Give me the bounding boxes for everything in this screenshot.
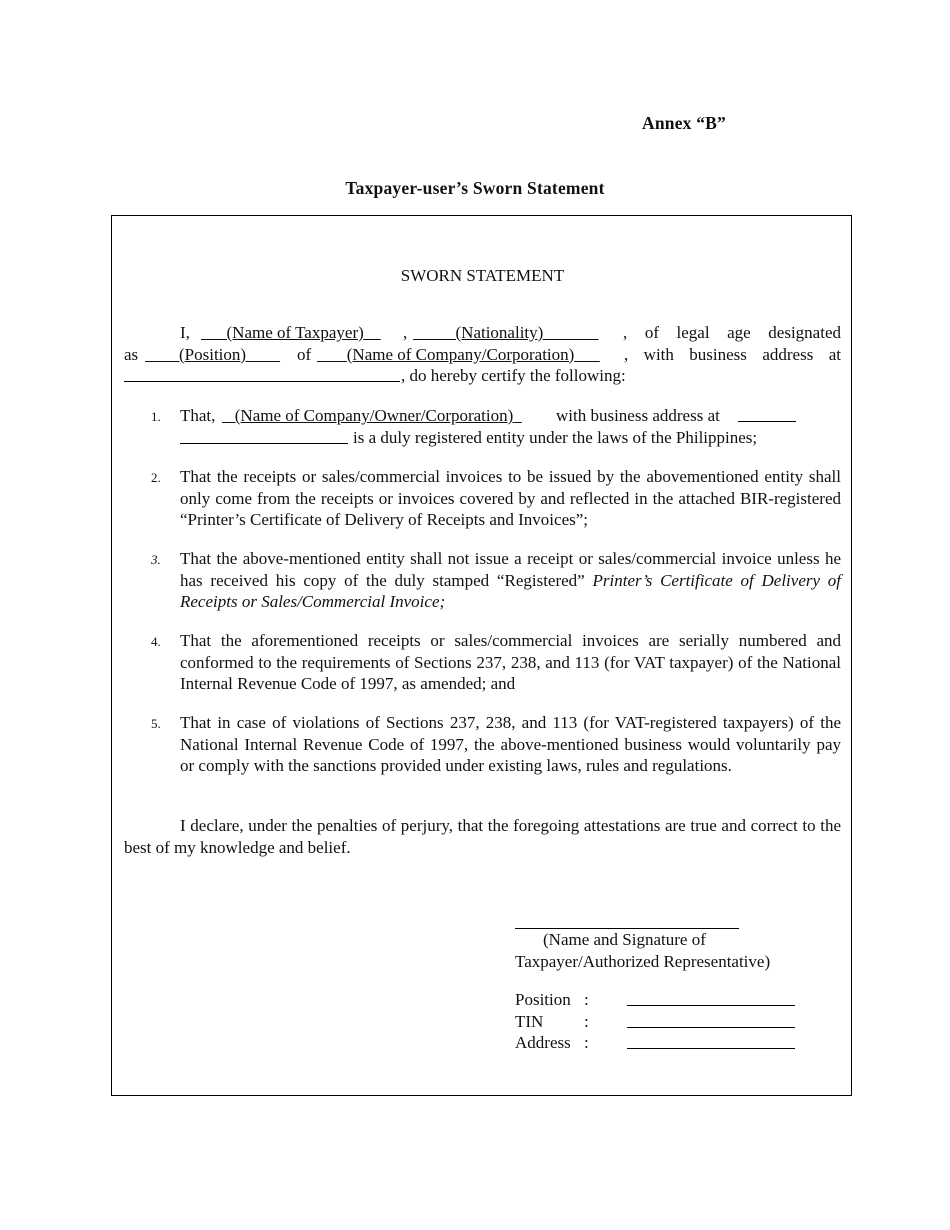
item-text: That in case of violations of Sections 237, 238, and 113 (for VAT-registered taxpayers) of the National Internal Revenue Code of 1997, the above-mentioned business would voluntarily pay or comply with the sanctions provided under existing laws, rules and regulations. bbox=[180, 713, 841, 776]
address-row: Address : bbox=[515, 1032, 805, 1054]
address-input-line[interactable] bbox=[627, 1048, 795, 1049]
list-item-3 bbox=[124, 548, 841, 613]
nationality-field[interactable]: (Nationality) bbox=[455, 323, 544, 342]
item-number: 5. bbox=[151, 716, 161, 731]
document-title: Taxpayer-user’s Sworn Statement bbox=[345, 178, 605, 198]
business-address-text: , with business address at bbox=[624, 344, 841, 364]
item-text: That the aforementioned receipts or sales/commercial invoices are serially numbered and conformed to the requirements of Sections 237, 238, and 113 (for VAT taxpayer) of the National Internal Revenue Code of 1997, as amended; and bbox=[180, 631, 841, 694]
name-of-taxpayer-field[interactable]: (Name of Taxpayer) bbox=[226, 323, 364, 342]
declaration-paragraph: I declare, under the penalties of perjury, that the foregoing attestations are true and correct to the best of my knowledge and belief. bbox=[124, 816, 841, 857]
intro-of: of bbox=[297, 344, 312, 364]
business-address-field[interactable] bbox=[124, 367, 400, 382]
sworn-statement-form bbox=[111, 215, 852, 1096]
form-heading: SWORN STATEMENT bbox=[400, 266, 565, 285]
legal-age-text: , of legal age designated bbox=[623, 323, 841, 342]
tin-label: TIN bbox=[515, 1011, 544, 1031]
item-text: That the above-mentioned entity shall not issue a receipt or sales/commercial invoice unless he has received his copy of the duly stamped “Registered” Printer’s Certificate of Delivery of Receipts or Sales/Commercial Invoice; bbox=[180, 549, 842, 612]
signatory-fields bbox=[515, 989, 805, 1054]
item1-address-field-b[interactable] bbox=[180, 429, 348, 444]
item-text: That the receipts or sales/commercial invoices to be issued by the abovementioned entity shall only come from the receipts or invoices covered by and reflected in the attached BIR-registered “Printer’s Certificate of Delivery of Receipts and Invoices”; bbox=[180, 467, 841, 530]
tin-row: TIN : bbox=[515, 1011, 805, 1033]
intro-as: as bbox=[124, 344, 139, 364]
item-number: 4. bbox=[151, 634, 161, 649]
certify-text: , do hereby certify the following: bbox=[401, 366, 626, 386]
position-field[interactable]: (Position) bbox=[179, 344, 247, 364]
signature-caption: (Name and Signature of Taxpayer/Authorized Representative) bbox=[515, 930, 771, 971]
intro-i: I, bbox=[180, 323, 190, 342]
intro-paragraph: I, (Name of Taxpayer) , (Nationality) , of legal age designated as (Position) of (Name of Company/Corporation) , with business address at , do hereby certify the following: bbox=[124, 323, 841, 386]
address-label: Address bbox=[515, 1033, 571, 1053]
list-item-1: 1. That, (Name of Company/Owner/Corporation) with business address at is a duly registered entity under the laws of the Philippines; bbox=[124, 405, 841, 448]
item-number: 1. bbox=[151, 409, 161, 424]
list-item-5 bbox=[124, 712, 841, 777]
company-name-field[interactable]: (Name of Company/Corporation) bbox=[346, 344, 575, 364]
position-row: Position : bbox=[515, 989, 805, 1011]
tin-input-line[interactable] bbox=[627, 1027, 795, 1028]
position-input-line[interactable] bbox=[627, 1005, 795, 1006]
item-number: 2. bbox=[151, 470, 161, 485]
annex-label: Annex “B” bbox=[642, 113, 726, 133]
position-label: Position bbox=[515, 990, 571, 1009]
company-owner-field[interactable]: (Name of Company/Owner/Corporation) bbox=[234, 406, 514, 425]
item1-address-field-a[interactable] bbox=[738, 407, 796, 422]
list-item-4 bbox=[124, 630, 841, 695]
list-item-2 bbox=[124, 466, 841, 531]
item-number: 3. bbox=[151, 552, 161, 567]
